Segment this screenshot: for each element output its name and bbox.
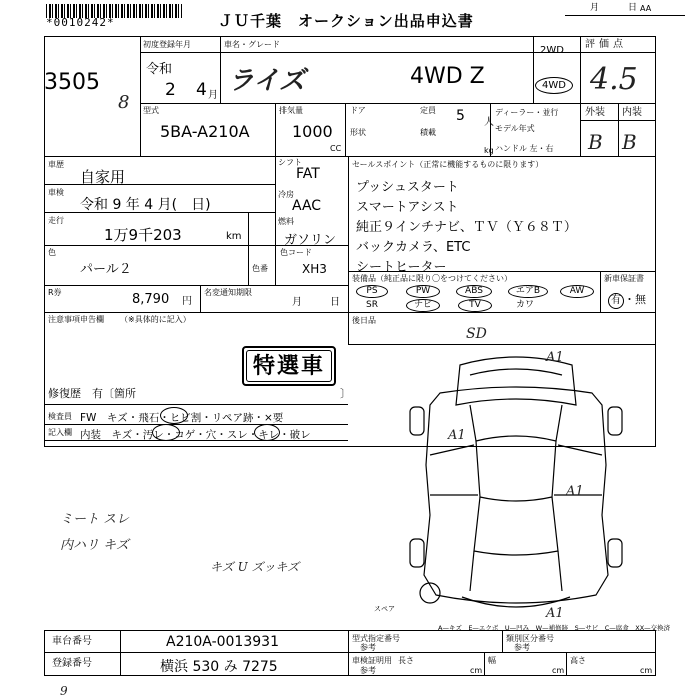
shape-label: 形状 (350, 128, 366, 137)
fuel-value: ガソリン (284, 233, 337, 248)
interior-grade: B (622, 130, 637, 154)
later-goods-value: SD (466, 326, 487, 342)
car-grade: 4WD Z (410, 64, 485, 89)
drive-2wd: 2WD (540, 45, 564, 56)
capacity-value: 5 (456, 108, 465, 124)
capacity-label: 定員 (420, 106, 436, 115)
type-spec-ref: 参考 (360, 643, 376, 652)
model-year-label: モデル年式 (495, 124, 535, 133)
stamp-text: 特選車 (246, 350, 332, 382)
repair-history-label: 修復歴 有〔箇所 (48, 387, 136, 400)
door-label: ドア (350, 106, 366, 115)
diagram-mark-top: A1 (546, 350, 564, 365)
recycle-yen: 円 (182, 296, 192, 307)
page-mark: 9 (60, 684, 68, 698)
dealer-label: ディーラー・並行 (495, 108, 559, 117)
circle-tobiishi (160, 407, 188, 424)
cert-label: 車検証明用 (352, 656, 392, 665)
drive-4wd: 4WD (535, 77, 573, 94)
rating-label: 評価点 (585, 39, 627, 50)
equip-tv: TV (458, 299, 492, 312)
sales-point-1: プッシュスタート (356, 180, 459, 195)
width-cm: cm (552, 666, 565, 675)
class-ref: 参考 (514, 643, 530, 652)
displacement-label: 排気量 (279, 106, 303, 115)
first-reg-label: 初度登録年月 (143, 40, 191, 49)
mileage-unit: km (226, 231, 242, 242)
inspector-row-exterior: FW キズ・飛石・ヒビ割・リペア跡・×要 (80, 412, 284, 424)
height-label: 高さ (570, 656, 586, 665)
color-code-value: XH3 (302, 262, 327, 276)
spare-label: スペア (374, 605, 395, 613)
equipment-label: 装備品（純正品に限り〇をつけてください） (352, 274, 512, 283)
interior-label: 内装 (622, 107, 642, 118)
circle-yogore (152, 424, 180, 441)
warranty-yes-circle: 有 (608, 293, 624, 309)
header-aa-label: AA (640, 4, 652, 13)
note-interior-scratch: 内ハリ キズ (60, 538, 129, 553)
notes-label: 注意事項申告欄 (48, 315, 104, 324)
ac-label: 冷房 (278, 190, 294, 199)
damage-legend: A—キズ E—エクボ U—凹み W—補修跡 S—サビ C—腐食 XX—交換済 (438, 624, 671, 632)
fuel-label: 燃料 (278, 217, 294, 226)
displacement-value: 1000 (292, 122, 333, 141)
tokusensha-stamp (242, 346, 336, 386)
name-change-month: 月 (292, 297, 302, 308)
color-label: 色 (48, 248, 56, 257)
equip-aw: AW (560, 285, 594, 298)
exterior-grade: B (588, 130, 603, 154)
notes-sublabel: （※具体的に記入） (120, 315, 191, 324)
displacement-unit: CC (330, 144, 342, 153)
color-number-label: 色番 (252, 264, 268, 273)
type-spec-label: 型式指定番号 (352, 634, 400, 643)
name-change-day: 日 (330, 297, 340, 308)
circle-sure (254, 424, 280, 441)
chassis-number: A210A-0013931 (166, 634, 279, 650)
equip-navi: ナビ (406, 299, 440, 312)
inspector-label-2: 記入欄 (48, 428, 72, 437)
warranty-label: 新車保証書 (604, 274, 644, 283)
car-name-label: 車名・グレード (224, 40, 280, 49)
model-label: 型式 (143, 106, 159, 115)
equip-abs: ABS (456, 285, 492, 298)
sales-point-4: バックカメラ、ETC (356, 240, 471, 255)
header-month-label: 月 (590, 3, 600, 13)
equip-leather: カワ (516, 300, 535, 310)
equip-ps: PS (356, 285, 388, 298)
color-value: パール２ (80, 262, 132, 277)
lot-number: 3505 (44, 70, 100, 95)
warranty-sep: ・ (624, 293, 635, 306)
equip-pw: PW (406, 285, 440, 298)
diagram-mark-left: A1 (448, 428, 466, 443)
load-unit: kg (484, 146, 494, 155)
diagram-mark-bottom: A1 (546, 606, 564, 621)
height-cm: cm (640, 666, 653, 675)
width-label: 幅 (488, 656, 496, 665)
first-reg-year: 2 (165, 80, 176, 100)
shaken-label: 車検 (48, 188, 64, 197)
recycle-value: 8,790 (132, 292, 170, 307)
usage-value: 自家用 (80, 168, 126, 186)
usage-label: 車歴 (48, 160, 64, 169)
warranty-no: 無 (635, 293, 646, 306)
first-reg-era: 令和 (146, 62, 173, 77)
equip-airbag: エアB (508, 285, 548, 298)
model-code: 5BA-A210A (160, 122, 250, 141)
reg-label: 登録番号 (52, 658, 92, 669)
shift-value: FAT (296, 166, 320, 182)
load-label: 積載 (420, 128, 436, 137)
mileage-value: 1万9千203 (104, 226, 182, 244)
shaken-value: 令和 9 年 4 月( 日) (80, 197, 211, 213)
note-scratch-dent: キズ U ズッキズ (210, 560, 300, 574)
name-change-label: 名変通知期限 (204, 288, 252, 297)
capacity-unit: 人 (484, 117, 494, 128)
mileage-label: 走行 (48, 216, 64, 225)
equip-sr: SR (366, 300, 378, 310)
length-cm: cm (470, 666, 483, 675)
later-goods-label: 後日品 (352, 316, 376, 325)
warranty-options (608, 291, 646, 309)
reg-number: 横浜 530 み 7275 (160, 659, 278, 675)
sales-points-label: セールスポイント（正常に機能するものに限ります） (352, 160, 544, 169)
color-code-label: 色コード (280, 248, 312, 257)
car-damage-diagram (400, 345, 632, 625)
class-label: 類別区分番号 (506, 634, 554, 643)
serial-number: *0010242* (46, 16, 115, 29)
diagram-mark-right: A1 (566, 484, 584, 499)
handle-label: ハンドル 左・右 (495, 144, 554, 153)
exterior-label: 外装 (585, 107, 605, 118)
header-day-label: 日 (628, 3, 638, 13)
rating-score: 4.5 (590, 62, 638, 97)
note-seat-wear: ミート スレ (60, 512, 130, 527)
recycle-label: R券 (48, 288, 62, 297)
repair-history-close: 〕 (340, 387, 351, 400)
length-label: 長さ (398, 656, 414, 665)
shift-label: シフト (278, 158, 302, 167)
car-name: ライズ (228, 66, 305, 96)
sales-point-5: シートヒーター (356, 260, 447, 275)
first-reg-month: 4 (196, 80, 207, 100)
sales-point-2: スマートアシスト (356, 200, 459, 215)
form-title: ＪＵ千葉 オークション出品申込書 (218, 12, 474, 30)
handwritten-mark-8: 8 (118, 92, 130, 113)
chassis-label: 車台番号 (52, 636, 92, 647)
cert-ref: 参考 (360, 666, 376, 675)
sales-point-3: 純正９インチナビ、ＴＶ（Ｙ６８Ｔ） (356, 220, 577, 235)
ac-value: AAC (292, 198, 322, 214)
inspector-label-1: 検査員 (48, 412, 72, 421)
first-reg-month-unit: 月 (208, 90, 218, 101)
inspector-row-interior: 内装 キズ・汚レ・コゲ・穴・スレ・キレ・破レ (80, 429, 311, 441)
